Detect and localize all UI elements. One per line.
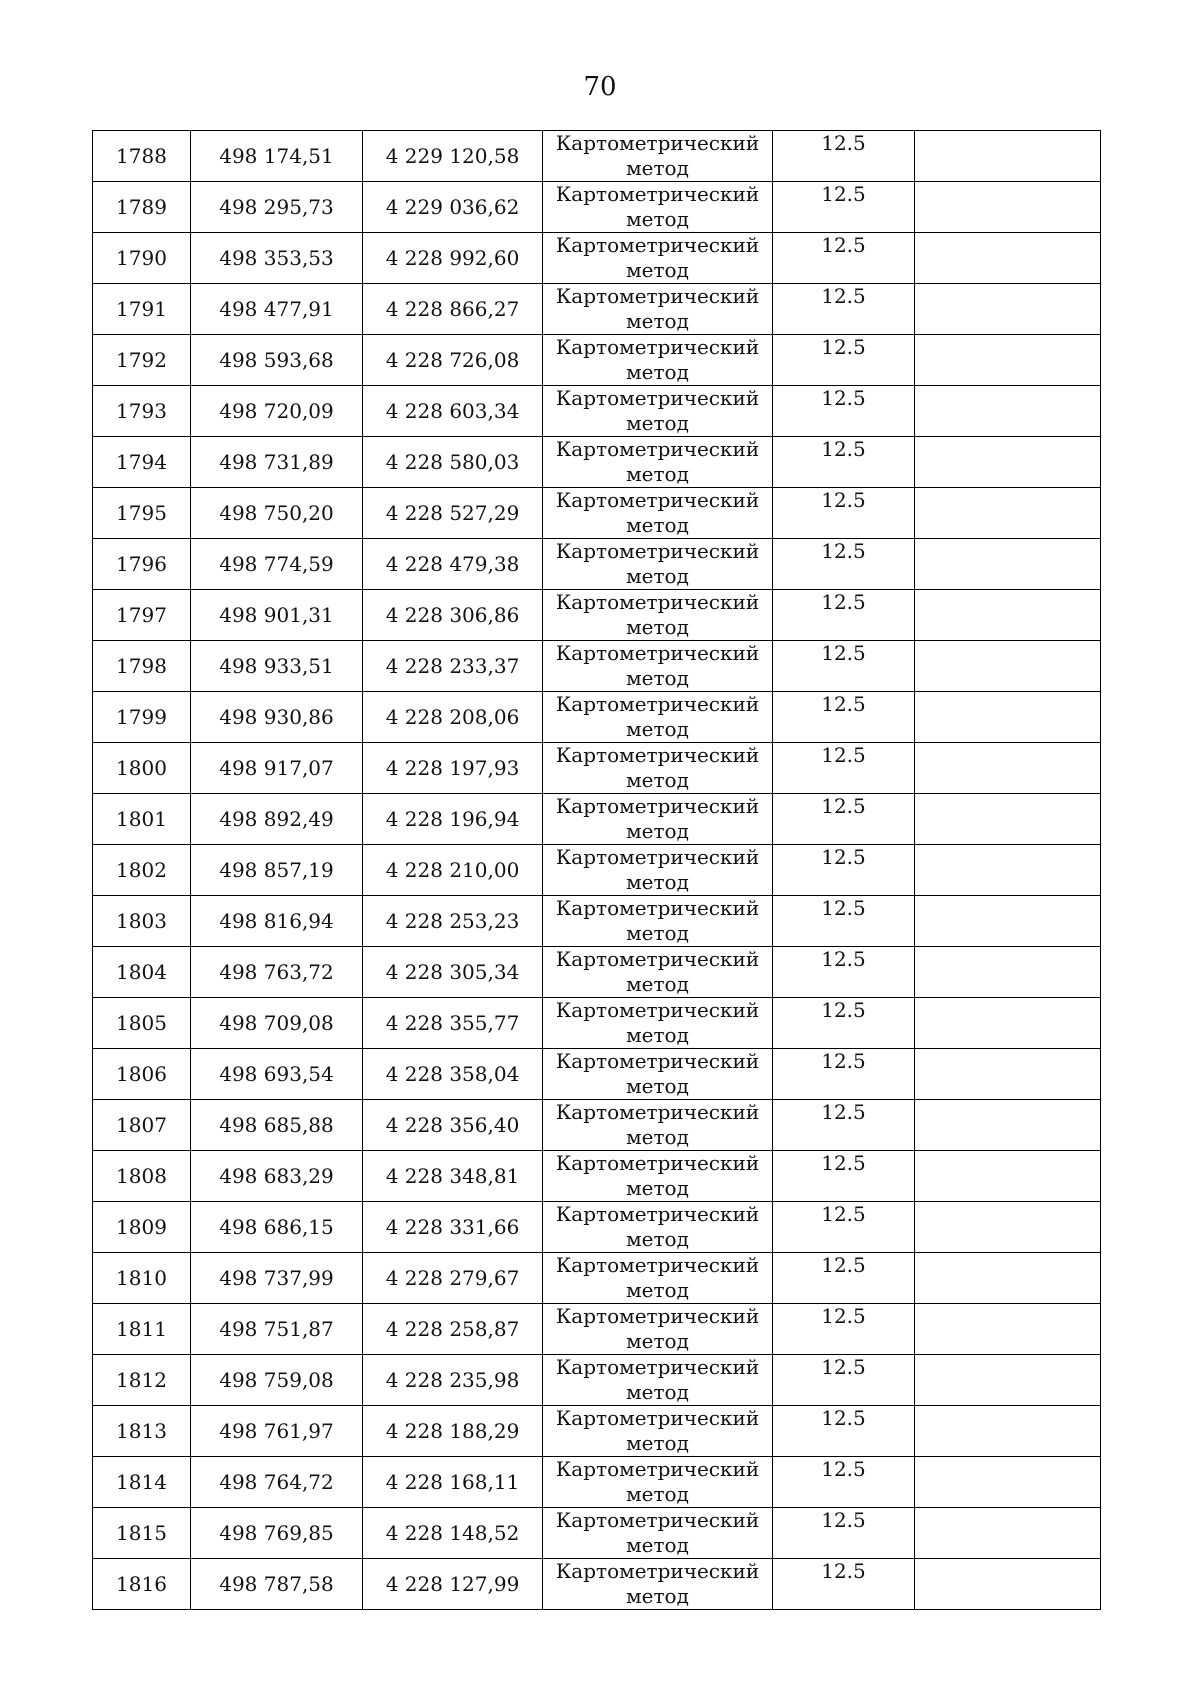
note-cell (915, 794, 1101, 845)
x-coordinate-cell: 498 764,72 (191, 1457, 363, 1508)
method-cell (543, 1406, 773, 1457)
method-cell (543, 386, 773, 437)
table-row (93, 1151, 1101, 1202)
point-number-cell: 1810 (93, 1253, 191, 1304)
coordinates-table-body (93, 131, 1101, 1610)
method-cell (543, 539, 773, 590)
table-row (93, 284, 1101, 335)
point-number-cell: 1802 (93, 845, 191, 896)
y-coordinate-cell: 4 228 580,03 (363, 437, 543, 488)
point-number-cell: 1790 (93, 233, 191, 284)
method-label-line1: Картометрический (555, 590, 760, 614)
point-number-cell: 1799 (93, 692, 191, 743)
accuracy-cell: 12.5 (773, 845, 915, 896)
accuracy-cell: 12.5 (773, 1151, 915, 1202)
method-label-line2: метод (626, 513, 689, 537)
accuracy-cell: 12.5 (773, 1253, 915, 1304)
table-row (93, 1304, 1101, 1355)
point-number-cell: 1813 (93, 1406, 191, 1457)
accuracy-cell: 12.5 (773, 947, 915, 998)
x-coordinate-cell: 498 731,89 (191, 437, 363, 488)
accuracy-cell: 12.5 (773, 233, 915, 284)
note-cell (915, 488, 1101, 539)
point-number-cell: 1801 (93, 794, 191, 845)
method-label-line1: Картометрический (555, 1151, 760, 1175)
x-coordinate-cell: 498 759,08 (191, 1355, 363, 1406)
y-coordinate-cell: 4 228 355,77 (363, 998, 543, 1049)
method-label-line2: метод (626, 411, 689, 435)
method-label-line2: метод (626, 309, 689, 333)
note-cell (915, 1253, 1101, 1304)
x-coordinate-cell: 498 769,85 (191, 1508, 363, 1559)
point-number-cell: 1812 (93, 1355, 191, 1406)
y-coordinate-cell: 4 228 305,34 (363, 947, 543, 998)
note-cell (915, 743, 1101, 794)
note-cell (915, 1049, 1101, 1100)
y-coordinate-cell: 4 228 197,93 (363, 743, 543, 794)
table-row (93, 1508, 1101, 1559)
y-coordinate-cell: 4 229 120,58 (363, 131, 543, 182)
method-label-line2: метод (626, 564, 689, 588)
accuracy-cell: 12.5 (773, 1559, 915, 1610)
y-coordinate-cell: 4 228 992,60 (363, 233, 543, 284)
point-number-cell: 1808 (93, 1151, 191, 1202)
table-row (93, 896, 1101, 947)
method-label-line2: метод (626, 819, 689, 843)
accuracy-cell: 12.5 (773, 1508, 915, 1559)
x-coordinate-cell: 498 295,73 (191, 182, 363, 233)
note-cell (915, 233, 1101, 284)
method-label-line1: Картометрический (555, 233, 760, 257)
method-cell (543, 1304, 773, 1355)
accuracy-cell: 12.5 (773, 590, 915, 641)
method-label-line1: Картометрический (555, 1559, 760, 1583)
accuracy-cell: 12.5 (773, 1049, 915, 1100)
y-coordinate-cell: 4 228 208,06 (363, 692, 543, 743)
method-cell (543, 1559, 773, 1610)
table-row (93, 590, 1101, 641)
y-coordinate-cell: 4 228 233,37 (363, 641, 543, 692)
accuracy-cell: 12.5 (773, 1202, 915, 1253)
accuracy-cell: 12.5 (773, 437, 915, 488)
y-coordinate-cell: 4 228 866,27 (363, 284, 543, 335)
note-cell (915, 692, 1101, 743)
method-label-line2: метод (626, 921, 689, 945)
method-label-line2: метод (626, 768, 689, 792)
table-row (93, 743, 1101, 794)
method-label-line2: метод (626, 1227, 689, 1251)
point-number-cell: 1816 (93, 1559, 191, 1610)
y-coordinate-cell: 4 228 253,23 (363, 896, 543, 947)
x-coordinate-cell: 498 686,15 (191, 1202, 363, 1253)
y-coordinate-cell: 4 228 279,67 (363, 1253, 543, 1304)
x-coordinate-cell: 498 737,99 (191, 1253, 363, 1304)
method-cell (543, 845, 773, 896)
x-coordinate-cell: 498 174,51 (191, 131, 363, 182)
point-number-cell: 1800 (93, 743, 191, 794)
method-label-line2: метод (626, 666, 689, 690)
accuracy-cell: 12.5 (773, 1457, 915, 1508)
note-cell (915, 1100, 1101, 1151)
table-row (93, 437, 1101, 488)
x-coordinate-cell: 498 901,31 (191, 590, 363, 641)
method-cell (543, 1508, 773, 1559)
note-cell (915, 947, 1101, 998)
x-coordinate-cell: 498 750,20 (191, 488, 363, 539)
table-row (93, 998, 1101, 1049)
accuracy-cell: 12.5 (773, 488, 915, 539)
point-number-cell: 1807 (93, 1100, 191, 1151)
y-coordinate-cell: 4 228 148,52 (363, 1508, 543, 1559)
note-cell (915, 845, 1101, 896)
method-label-line1: Картометрический (555, 794, 760, 818)
x-coordinate-cell: 498 477,91 (191, 284, 363, 335)
method-cell (543, 998, 773, 1049)
y-coordinate-cell: 4 228 356,40 (363, 1100, 543, 1151)
table-row (93, 794, 1101, 845)
method-label-line1: Картометрический (555, 284, 760, 308)
method-label-line2: метод (626, 1023, 689, 1047)
method-cell (543, 1355, 773, 1406)
table-row (93, 947, 1101, 998)
x-coordinate-cell: 498 751,87 (191, 1304, 363, 1355)
table-row (93, 233, 1101, 284)
method-label-line1: Картометрический (555, 1406, 760, 1430)
method-cell (543, 1151, 773, 1202)
method-label-line2: метод (626, 360, 689, 384)
x-coordinate-cell: 498 353,53 (191, 233, 363, 284)
method-label-line1: Картометрический (555, 845, 760, 869)
note-cell (915, 437, 1101, 488)
method-cell (543, 590, 773, 641)
x-coordinate-cell: 498 857,19 (191, 845, 363, 896)
table-row (93, 1559, 1101, 1610)
point-number-cell: 1792 (93, 335, 191, 386)
accuracy-cell: 12.5 (773, 131, 915, 182)
note-cell (915, 1559, 1101, 1610)
y-coordinate-cell: 4 228 726,08 (363, 335, 543, 386)
accuracy-cell: 12.5 (773, 896, 915, 947)
method-label-line1: Картометрический (555, 131, 760, 155)
point-number-cell: 1815 (93, 1508, 191, 1559)
x-coordinate-cell: 498 774,59 (191, 539, 363, 590)
method-label-line1: Картометрический (555, 1457, 760, 1481)
method-label-line2: метод (626, 972, 689, 996)
method-label-line1: Картометрический (555, 488, 760, 512)
method-label-line1: Картометрический (555, 692, 760, 716)
method-label-line1: Картометрический (555, 335, 760, 359)
table-row (93, 1406, 1101, 1457)
method-cell (543, 692, 773, 743)
y-coordinate-cell: 4 228 358,04 (363, 1049, 543, 1100)
y-coordinate-cell: 4 228 331,66 (363, 1202, 543, 1253)
table-row (93, 1355, 1101, 1406)
method-cell (543, 1100, 773, 1151)
point-number-cell: 1806 (93, 1049, 191, 1100)
method-cell (543, 131, 773, 182)
method-label-line1: Картометрический (555, 1508, 760, 1532)
method-cell (543, 641, 773, 692)
method-cell (543, 794, 773, 845)
x-coordinate-cell: 498 720,09 (191, 386, 363, 437)
y-coordinate-cell: 4 228 168,11 (363, 1457, 543, 1508)
accuracy-cell: 12.5 (773, 386, 915, 437)
y-coordinate-cell: 4 228 348,81 (363, 1151, 543, 1202)
method-label-line2: метод (626, 258, 689, 282)
method-cell (543, 1049, 773, 1100)
method-cell (543, 896, 773, 947)
point-number-cell: 1788 (93, 131, 191, 182)
table-row (93, 1202, 1101, 1253)
method-label-line2: метод (626, 207, 689, 231)
method-cell (543, 1457, 773, 1508)
method-label-line2: метод (626, 1125, 689, 1149)
method-label-line1: Картометрический (555, 1304, 760, 1328)
method-label-line2: метод (626, 1380, 689, 1404)
note-cell (915, 1508, 1101, 1559)
point-number-cell: 1789 (93, 182, 191, 233)
point-number-cell: 1809 (93, 1202, 191, 1253)
note-cell (915, 896, 1101, 947)
note-cell (915, 590, 1101, 641)
note-cell (915, 386, 1101, 437)
x-coordinate-cell: 498 593,68 (191, 335, 363, 386)
x-coordinate-cell: 498 816,94 (191, 896, 363, 947)
y-coordinate-cell: 4 228 603,34 (363, 386, 543, 437)
table-row (93, 182, 1101, 233)
point-number-cell: 1798 (93, 641, 191, 692)
accuracy-cell: 12.5 (773, 692, 915, 743)
method-label-line2: метод (626, 615, 689, 639)
note-cell (915, 539, 1101, 590)
method-label-line1: Картометрический (555, 998, 760, 1022)
accuracy-cell: 12.5 (773, 1100, 915, 1151)
x-coordinate-cell: 498 892,49 (191, 794, 363, 845)
y-coordinate-cell: 4 228 210,00 (363, 845, 543, 896)
y-coordinate-cell: 4 228 258,87 (363, 1304, 543, 1355)
method-cell (543, 182, 773, 233)
method-label-line2: метод (626, 462, 689, 486)
method-cell (543, 335, 773, 386)
point-number-cell: 1796 (93, 539, 191, 590)
method-cell (543, 488, 773, 539)
method-label-line2: метод (626, 1074, 689, 1098)
method-cell (543, 947, 773, 998)
method-label-line1: Картометрический (555, 386, 760, 410)
x-coordinate-cell: 498 709,08 (191, 998, 363, 1049)
x-coordinate-cell: 498 683,29 (191, 1151, 363, 1202)
table-row (93, 692, 1101, 743)
point-number-cell: 1794 (93, 437, 191, 488)
table-row (93, 386, 1101, 437)
x-coordinate-cell: 498 685,88 (191, 1100, 363, 1151)
table-row (93, 641, 1101, 692)
y-coordinate-cell: 4 228 306,86 (363, 590, 543, 641)
y-coordinate-cell: 4 228 127,99 (363, 1559, 543, 1610)
note-cell (915, 1406, 1101, 1457)
accuracy-cell: 12.5 (773, 794, 915, 845)
accuracy-cell: 12.5 (773, 1406, 915, 1457)
page-number: 70 (583, 72, 617, 102)
accuracy-cell: 12.5 (773, 1355, 915, 1406)
note-cell (915, 1304, 1101, 1355)
method-label-line2: метод (626, 870, 689, 894)
method-label-line2: метод (626, 717, 689, 741)
x-coordinate-cell: 498 763,72 (191, 947, 363, 998)
point-number-cell: 1795 (93, 488, 191, 539)
method-label-line1: Картометрический (555, 1355, 760, 1379)
y-coordinate-cell: 4 229 036,62 (363, 182, 543, 233)
method-label-line2: метод (626, 1584, 689, 1608)
note-cell (915, 641, 1101, 692)
accuracy-cell: 12.5 (773, 182, 915, 233)
table-row (93, 845, 1101, 896)
table-row (93, 1457, 1101, 1508)
point-number-cell: 1793 (93, 386, 191, 437)
method-label-line1: Картометрический (555, 437, 760, 461)
x-coordinate-cell: 498 933,51 (191, 641, 363, 692)
accuracy-cell: 12.5 (773, 539, 915, 590)
y-coordinate-cell: 4 228 188,29 (363, 1406, 543, 1457)
point-number-cell: 1811 (93, 1304, 191, 1355)
point-number-cell: 1791 (93, 284, 191, 335)
method-label-line1: Картометрический (555, 539, 760, 563)
y-coordinate-cell: 4 228 235,98 (363, 1355, 543, 1406)
y-coordinate-cell: 4 228 196,94 (363, 794, 543, 845)
table-row (93, 1049, 1101, 1100)
method-cell (543, 284, 773, 335)
table-row (93, 539, 1101, 590)
table-row (93, 1100, 1101, 1151)
accuracy-cell: 12.5 (773, 641, 915, 692)
x-coordinate-cell: 498 930,86 (191, 692, 363, 743)
method-label-line2: метод (626, 156, 689, 180)
method-label-line2: метод (626, 1278, 689, 1302)
accuracy-cell: 12.5 (773, 743, 915, 794)
point-number-cell: 1797 (93, 590, 191, 641)
method-label-line2: метод (626, 1431, 689, 1455)
table-row (93, 131, 1101, 182)
x-coordinate-cell: 498 761,97 (191, 1406, 363, 1457)
y-coordinate-cell: 4 228 527,29 (363, 488, 543, 539)
point-number-cell: 1805 (93, 998, 191, 1049)
note-cell (915, 1202, 1101, 1253)
method-label-line1: Картометрический (555, 1100, 760, 1124)
method-label-line1: Картометрический (555, 947, 760, 971)
table-row (93, 1253, 1101, 1304)
accuracy-cell: 12.5 (773, 284, 915, 335)
method-label-line2: метод (626, 1176, 689, 1200)
method-cell (543, 1202, 773, 1253)
x-coordinate-cell: 498 917,07 (191, 743, 363, 794)
table-row (93, 335, 1101, 386)
method-label-line1: Картометрический (555, 641, 760, 665)
note-cell (915, 335, 1101, 386)
method-label-line2: метод (626, 1329, 689, 1353)
note-cell (915, 998, 1101, 1049)
accuracy-cell: 12.5 (773, 1304, 915, 1355)
note-cell (915, 1355, 1101, 1406)
accuracy-cell: 12.5 (773, 335, 915, 386)
method-label-line2: метод (626, 1482, 689, 1506)
method-cell (543, 233, 773, 284)
method-label-line1: Картометрический (555, 896, 760, 920)
method-label-line2: метод (626, 1533, 689, 1557)
method-cell (543, 743, 773, 794)
method-label-line1: Картометрический (555, 1253, 760, 1277)
table-row (93, 488, 1101, 539)
note-cell (915, 1151, 1101, 1202)
x-coordinate-cell: 498 787,58 (191, 1559, 363, 1610)
point-number-cell: 1803 (93, 896, 191, 947)
y-coordinate-cell: 4 228 479,38 (363, 539, 543, 590)
accuracy-cell: 12.5 (773, 998, 915, 1049)
x-coordinate-cell: 498 693,54 (191, 1049, 363, 1100)
note-cell (915, 131, 1101, 182)
method-label-line1: Картометрический (555, 743, 760, 767)
coordinates-table (92, 130, 1101, 1610)
method-label-line1: Картометрический (555, 1202, 760, 1226)
method-label-line1: Картометрический (555, 182, 760, 206)
method-cell (543, 437, 773, 488)
method-label-line1: Картометрический (555, 1049, 760, 1073)
point-number-cell: 1804 (93, 947, 191, 998)
method-cell (543, 1253, 773, 1304)
note-cell (915, 284, 1101, 335)
point-number-cell: 1814 (93, 1457, 191, 1508)
note-cell (915, 182, 1101, 233)
note-cell (915, 1457, 1101, 1508)
